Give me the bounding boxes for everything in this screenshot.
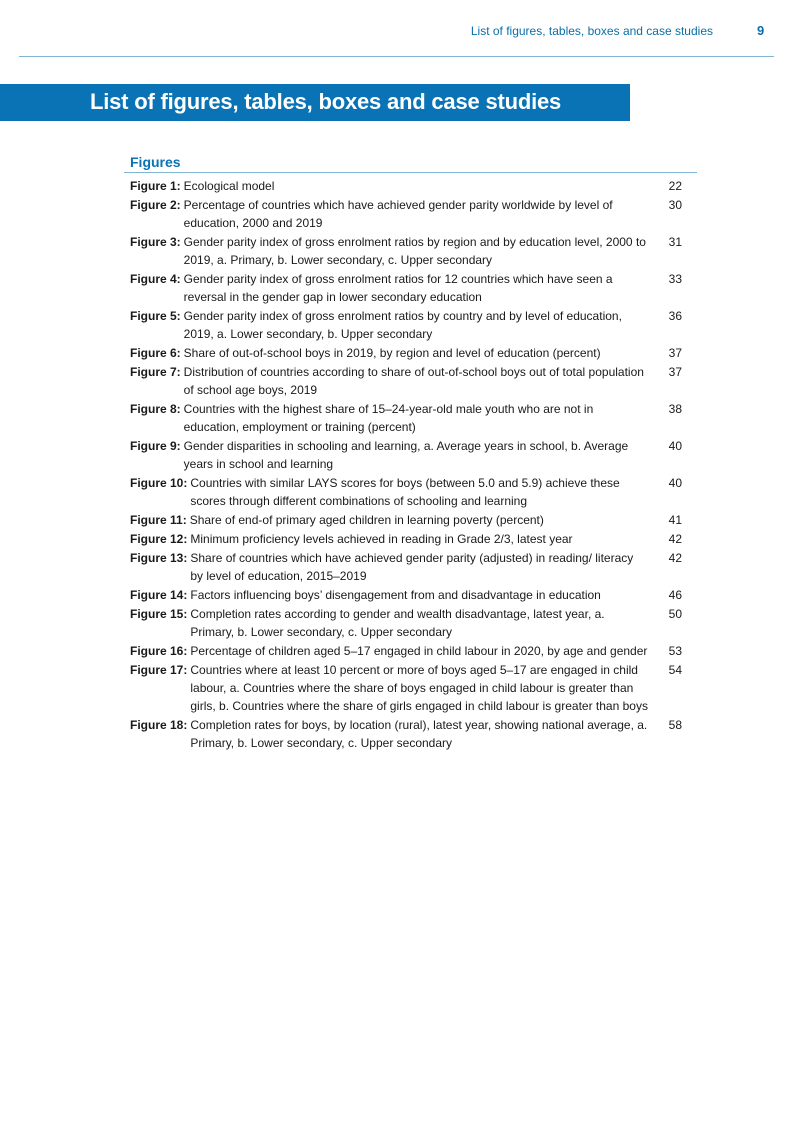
figure-description: Countries where at least 10 percent or more of boys aged 5–17 are engaged in child labour, a. Countries where the share of boys engaged in child labour is greater than girls, b. Countries where the share of girls engaged in child labour is greater than boys <box>190 663 648 713</box>
figure-entry[interactable] <box>124 437 697 473</box>
figure-page-number: 22 <box>668 179 682 193</box>
figure-page-number: 38 <box>668 402 682 416</box>
figure-entry[interactable] <box>124 307 697 343</box>
figure-label: Figure 1: <box>130 179 181 193</box>
figure-label: Figure 15: <box>130 607 188 621</box>
figure-label: Figure 13: <box>130 551 188 565</box>
figure-label: Figure 16: <box>130 644 188 658</box>
figure-entry[interactable] <box>124 233 697 269</box>
figure-description: Percentage of children aged 5–17 engaged in child labour in 2020, by age and gender <box>190 644 648 658</box>
figure-entry[interactable] <box>124 474 697 510</box>
figure-entry[interactable] <box>124 605 697 641</box>
figure-entry[interactable] <box>124 661 697 715</box>
figure-label: Figure 2: <box>130 198 181 212</box>
figure-entry[interactable] <box>124 363 697 399</box>
figure-description: Share of out-of-school boys in 2019, by region and level of education (percent) <box>183 346 601 360</box>
figure-label: Figure 12: <box>130 532 188 546</box>
figure-label: Figure 11: <box>130 513 187 527</box>
figure-entry[interactable] <box>124 270 697 306</box>
figures-section <box>124 154 697 753</box>
figure-page-number: 54 <box>668 663 682 677</box>
figure-description: Gender disparities in schooling and learning, a. Average years in school, b. Average years in school and learning <box>183 439 629 471</box>
figure-label: Figure 10: <box>130 476 188 490</box>
section-heading: Figures <box>124 154 697 173</box>
figure-description: Share of countries which have achieved gender parity (adjusted) in reading/ literacy by level of education, 2015–2019 <box>190 551 634 583</box>
figure-label: Figure 4: <box>130 272 181 286</box>
figure-page-number: 40 <box>668 476 682 490</box>
figure-label: Figure 14: <box>130 588 188 602</box>
figure-page-number: 36 <box>668 309 682 323</box>
figure-label: Figure 7: <box>130 365 181 379</box>
figures-list <box>124 177 697 752</box>
figure-page-number: 30 <box>668 198 682 212</box>
figure-page-number: 41 <box>668 513 682 527</box>
figure-entry[interactable] <box>124 177 697 195</box>
figure-description: Countries with the highest share of 15–24-year-old male youth who are not in education, employment or training (percent) <box>183 402 594 434</box>
figure-entry[interactable] <box>124 400 697 436</box>
figure-description: Gender parity index of gross enrolment ratios by country and by level of education, 2019, a. Lower secondary, b. Upper secondary <box>183 309 622 341</box>
figure-description: Ecological model <box>183 179 275 193</box>
figure-description: Gender parity index of gross enrolment ratios by region and by education level, 2000 to 2019, a. Primary, b. Lower secondary, c. Upper secondary <box>183 235 646 267</box>
figure-page-number: 46 <box>668 588 682 602</box>
figure-page-number: 58 <box>668 718 682 732</box>
figure-entry[interactable] <box>124 716 697 752</box>
figure-description: Completion rates for boys, by location (rural), latest year, showing national average, a. Primary, b. Lower secondary, c. Upper secondary <box>190 718 648 750</box>
figure-page-number: 53 <box>668 644 682 658</box>
figure-entry[interactable] <box>124 196 697 232</box>
figure-page-number: 42 <box>668 551 682 565</box>
figure-label: Figure 6: <box>130 346 181 360</box>
figure-entry[interactable] <box>124 530 697 548</box>
figure-description: Factors influencing boys’ disengagement from and disadvantage in education <box>190 588 601 602</box>
figure-description: Gender parity index of gross enrolment ratios for 12 countries which have seen a reversal in the gender gap in lower secondary education <box>183 272 613 304</box>
figure-label: Figure 5: <box>130 309 181 323</box>
figure-entry[interactable] <box>124 642 697 660</box>
figure-page-number: 37 <box>668 365 682 379</box>
figure-entry[interactable] <box>124 511 697 529</box>
figure-description: Share of end-of primary aged children in learning poverty (percent) <box>189 513 544 527</box>
figure-label: Figure 3: <box>130 235 181 249</box>
page-number: 9 <box>757 23 765 38</box>
figure-label: Figure 8: <box>130 402 181 416</box>
figure-entry[interactable] <box>124 586 697 604</box>
header-rule <box>19 56 774 57</box>
figure-page-number: 33 <box>668 272 682 286</box>
figure-page-number: 42 <box>668 532 682 546</box>
figure-label: Figure 18: <box>130 718 188 732</box>
figure-entry[interactable] <box>124 549 697 585</box>
figure-description: Completion rates according to gender and wealth disadvantage, latest year, a. Primary, b. Lower secondary, c. Upper secondary <box>190 607 605 639</box>
figure-page-number: 31 <box>668 235 682 249</box>
figure-page-number: 37 <box>668 346 682 360</box>
figure-page-number: 40 <box>668 439 682 453</box>
figure-description: Minimum proficiency levels achieved in reading in Grade 2/3, latest year <box>190 532 573 546</box>
figure-entry[interactable] <box>124 344 697 362</box>
figure-description: Countries with similar LAYS scores for boys (between 5.0 and 5.9) achieve these scores through different combinations of schooling and learning <box>190 476 620 508</box>
figure-page-number: 50 <box>668 607 682 621</box>
figure-description: Distribution of countries according to share of out-of-school boys out of total population of school age boys, 2019 <box>183 365 644 397</box>
figure-description: Percentage of countries which have achieved gender parity worldwide by level of education, 2000 and 2019 <box>183 198 613 230</box>
page-title: List of figures, tables, boxes and case studies <box>90 89 562 114</box>
figure-label: Figure 17: <box>130 663 188 677</box>
running-header-title: List of figures, tables, boxes and case studies <box>470 24 713 38</box>
figure-label: Figure 9: <box>130 439 181 453</box>
